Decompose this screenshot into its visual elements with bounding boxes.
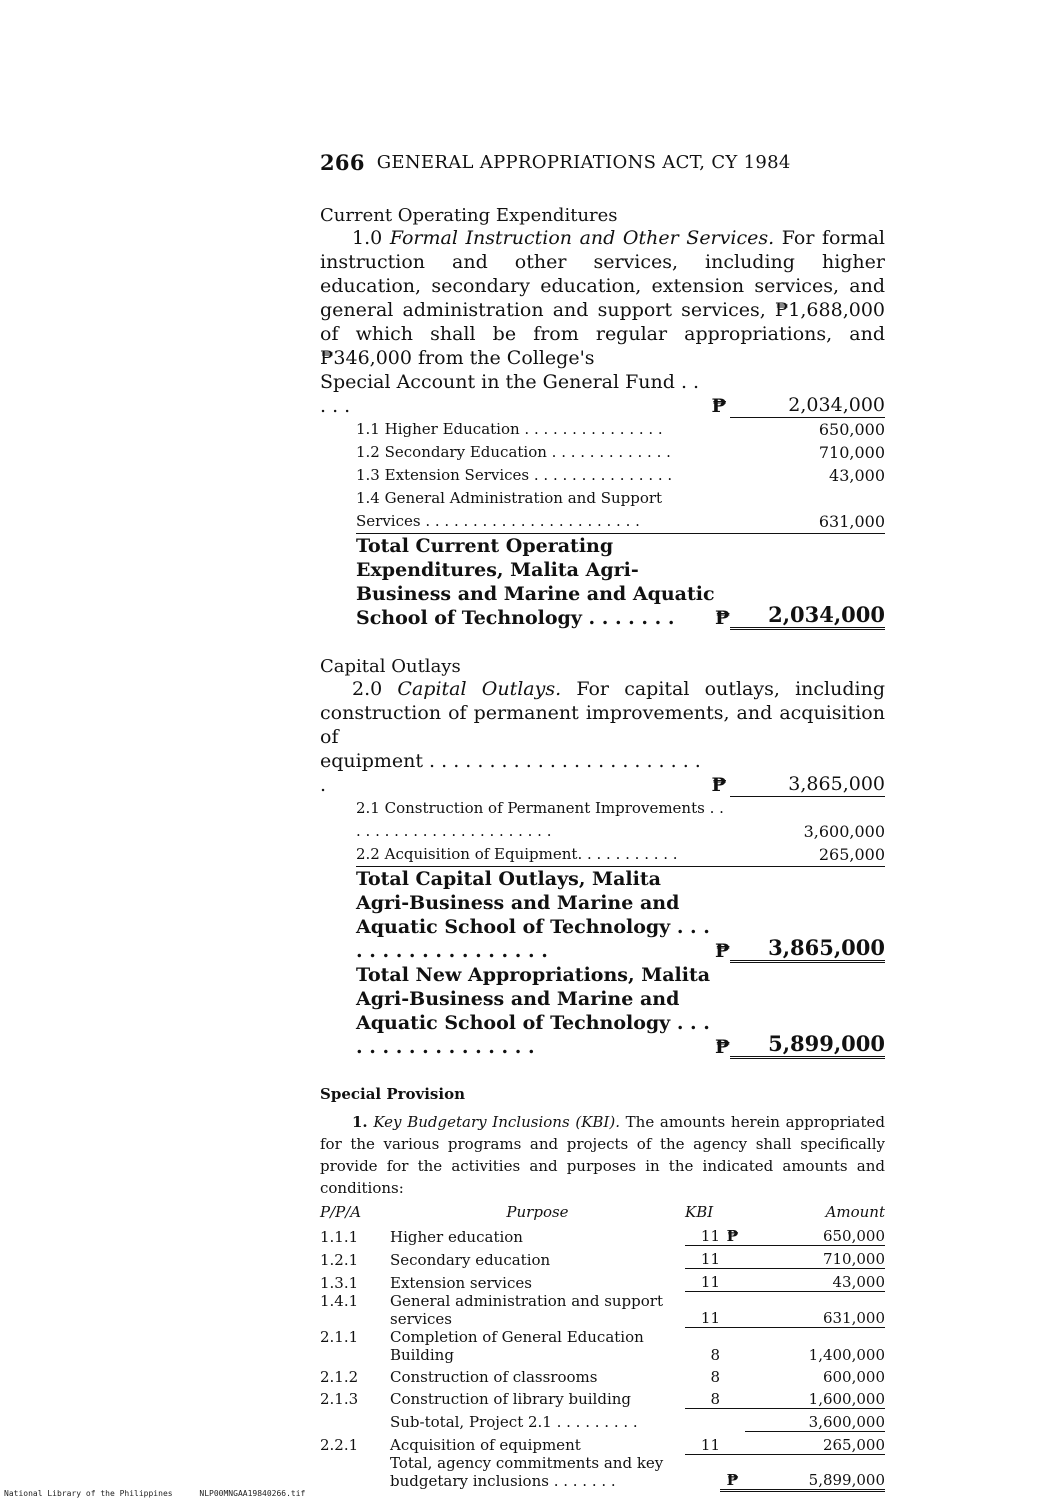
footer-library: National Library of the Philippines	[4, 1489, 173, 1498]
capital-item-row	[320, 843, 885, 867]
cell-kbi	[685, 1408, 720, 1431]
cell-purpose: Total, agency commitments and key budgetary inclusions . . . . . . .	[390, 1454, 664, 1490]
capital-item-amount: 3,600,000	[803, 822, 885, 841]
cell-peso	[720, 1364, 745, 1386]
capital-item-title: Capital Outlays.	[397, 678, 562, 700]
cell-kbi: 11	[685, 1292, 720, 1328]
cell-purpose: Construction of classrooms	[390, 1367, 598, 1386]
current-item-label: 1.4 General Administration and Support Services . . . . . . . . . . . . . . . . . . . . . . .	[356, 487, 730, 534]
special-provision-paragraph	[320, 1111, 885, 1199]
current-item-label: 1.2 Secondary Education . . . . . . . . . . . . .	[356, 443, 671, 461]
current-item-title: Formal Instruction and Other Services.	[389, 227, 775, 249]
current-item-amount: 631,000	[730, 510, 885, 534]
cell-amount: 3,600,000	[745, 1408, 885, 1431]
current-paragraph	[320, 226, 885, 370]
current-item-row	[320, 418, 885, 441]
page-number: 266	[320, 150, 365, 175]
cell-ppa	[320, 1454, 390, 1490]
cell-amount: 631,000	[745, 1292, 885, 1328]
peso-sign: ₱	[714, 940, 730, 962]
current-item-label: 1.1 Higher Education . . . . . . . . . . . . . . .	[356, 420, 663, 438]
cell-peso	[720, 1328, 745, 1364]
cell-kbi: 11	[685, 1431, 720, 1454]
table-row	[320, 1408, 885, 1431]
current-item-amount: 43,000	[829, 466, 885, 485]
cell-purpose: Sub-total, Project 2.1 . . . . . . . . .	[390, 1413, 638, 1431]
current-item-number: 1.0	[352, 227, 383, 249]
current-section-title: Current Operating Expenditures	[320, 205, 618, 226]
table-row	[320, 1246, 885, 1269]
cell-kbi: 11	[685, 1269, 720, 1292]
cell-purpose: Construction of library building	[390, 1390, 632, 1408]
cell-kbi	[685, 1454, 720, 1490]
current-total-row	[320, 534, 885, 630]
cell-ppa	[320, 1408, 390, 1431]
cell-amount: 1,600,000	[745, 1386, 885, 1409]
col-ppa: P/P/A	[320, 1203, 362, 1221]
capital-total-label: Total Capital Outlays, Malita Agri-Business and Marine and Aquatic School of Technology . . . . . . . . . . . . . . . . . .	[356, 868, 710, 962]
grand-total-amount: 5,899,000	[730, 1032, 885, 1059]
page-content	[320, 150, 885, 1492]
cell-peso	[720, 1386, 745, 1409]
special-number: 1.	[352, 1113, 368, 1131]
special-provision-heading: Special Provision	[320, 1085, 465, 1103]
cell-purpose: General administration and support services	[390, 1291, 663, 1328]
capital-paragraph	[320, 677, 885, 749]
cell-ppa: 2.1.1	[320, 1327, 359, 1346]
cell-amount: 710,000	[745, 1246, 885, 1269]
peso-sign: ₱	[711, 395, 727, 417]
cell-purpose: Extension services	[390, 1273, 532, 1292]
current-fund-amount: 2,034,000	[730, 393, 885, 418]
col-amount: Amount	[825, 1203, 885, 1221]
table-row	[320, 1269, 885, 1292]
cell-purpose: Secondary education	[390, 1250, 551, 1269]
capital-para-text: For capital outlays, including construction of permanent improvements, and acquisition of	[320, 678, 885, 748]
current-item-amount: 650,000	[818, 420, 885, 439]
capital-item-amount: 265,000	[730, 843, 885, 867]
cell-amount: 1,400,000	[808, 1345, 885, 1364]
capital-item-number: 2.0	[352, 678, 383, 700]
capital-total-row	[320, 867, 885, 963]
table-row	[320, 1292, 885, 1328]
cell-peso	[720, 1269, 745, 1292]
current-fund-row	[320, 370, 885, 418]
capital-item-label: 2.1 Construction of Permanent Improvements . . . . . . . . . . . . . . . . . . . . . . .	[356, 799, 724, 840]
cell-amount: 600,000	[822, 1367, 885, 1386]
table-row	[320, 1364, 885, 1386]
peso-sign: ₱	[711, 774, 727, 796]
current-total-label: Total Current Operating Expenditures, Malita Agri-Business and Marine and Aquatic School of Technology . . . . . . .	[356, 535, 715, 629]
current-item-row	[320, 464, 885, 487]
col-purpose: Purpose	[506, 1203, 569, 1221]
cell-ppa: 1.2.1	[320, 1250, 359, 1269]
cell-purpose: Completion of General Education Building	[390, 1327, 644, 1364]
current-item-row	[320, 441, 885, 464]
special-text: The amounts herein appropriated for the various programs and projects of the agency shall specifically provide for the activities and purposes in the indicated amounts and conditions:	[320, 1113, 885, 1197]
peso-sign: ₱	[714, 607, 730, 629]
kbi-table	[320, 1201, 885, 1492]
capital-equip-amount: 3,865,000	[730, 772, 885, 797]
col-kbi: KBI	[685, 1203, 714, 1221]
cell-amount: 650,000	[745, 1223, 885, 1246]
cell-kbi: 8	[685, 1386, 720, 1409]
cell-ppa: 1.3.1	[320, 1273, 359, 1292]
scan-footer	[4, 1489, 327, 1498]
cell-ppa: 2.1.2	[320, 1367, 359, 1386]
capital-item-label: 2.2 Acquisition of Equipment. . . . . . . . . . .	[356, 843, 730, 867]
capital-item-row	[320, 797, 885, 843]
cell-purpose: Acquisition of equipment	[390, 1436, 581, 1454]
cell-ppa: 2.2.1	[320, 1436, 359, 1454]
capital-equip-row	[320, 749, 885, 797]
grand-total-row	[320, 963, 885, 1059]
cell-peso	[720, 1246, 745, 1269]
peso-sign: ₱	[714, 1036, 730, 1058]
cell-kbi: 11	[685, 1246, 720, 1269]
cell-amount: 265,000	[745, 1431, 885, 1454]
cell-peso	[720, 1408, 745, 1431]
current-total-amount: 2,034,000	[730, 603, 885, 630]
table-row	[320, 1454, 885, 1490]
cell-ppa: 1.1.1	[320, 1227, 359, 1246]
kbi-header-row	[320, 1201, 885, 1223]
table-row	[320, 1386, 885, 1409]
cell-peso: ₱	[720, 1454, 745, 1490]
current-item-row	[320, 487, 885, 534]
cell-purpose: Higher education	[390, 1227, 523, 1246]
capital-equip-label: equipment . . . . . . . . . . . . . . . . . . . . . . . .	[320, 750, 701, 796]
cell-kbi: 11	[685, 1223, 720, 1246]
current-para-text: For formal instruction and other services, including higher education, secondary education, extension services, and general administration and support services, ₱1,688,000 of which shall be from regular appropriations, and ₱346,000 from the College's	[320, 227, 885, 369]
page-header	[320, 150, 885, 175]
grand-total-label: Total New Appropriations, Malita Agri-Business and Marine and Aquatic School of Technology . . . . . . . . . . . . . . . . .	[356, 964, 711, 1058]
page-title: GENERAL APPROPRIATIONS ACT, CY 1984	[376, 152, 791, 173]
table-row	[320, 1431, 885, 1454]
cell-peso: ₱	[720, 1223, 745, 1246]
current-item-label: 1.3 Extension Services . . . . . . . . . . . . . . .	[356, 466, 673, 484]
table-row	[320, 1328, 885, 1364]
cell-ppa: 2.1.3	[320, 1390, 359, 1408]
capital-total-amount: 3,865,000	[730, 936, 885, 963]
cell-peso	[720, 1292, 745, 1328]
cell-amount: 43,000	[745, 1269, 885, 1292]
cell-amount: 5,899,000	[745, 1454, 885, 1490]
current-fund-label: Special Account in the General Fund . . . . .	[320, 371, 700, 417]
cell-kbi: 8	[710, 1345, 720, 1364]
cell-kbi: 8	[710, 1367, 720, 1386]
special-title: Key Budgetary Inclusions (KBI).	[373, 1113, 620, 1131]
table-row	[320, 1223, 885, 1246]
capital-section-title: Capital Outlays	[320, 656, 461, 677]
cell-peso	[720, 1431, 745, 1454]
current-item-amount: 710,000	[818, 443, 885, 462]
cell-ppa: 1.4.1	[320, 1291, 359, 1310]
footer-file: NLP00MNGAA19840266.tif	[199, 1489, 306, 1498]
